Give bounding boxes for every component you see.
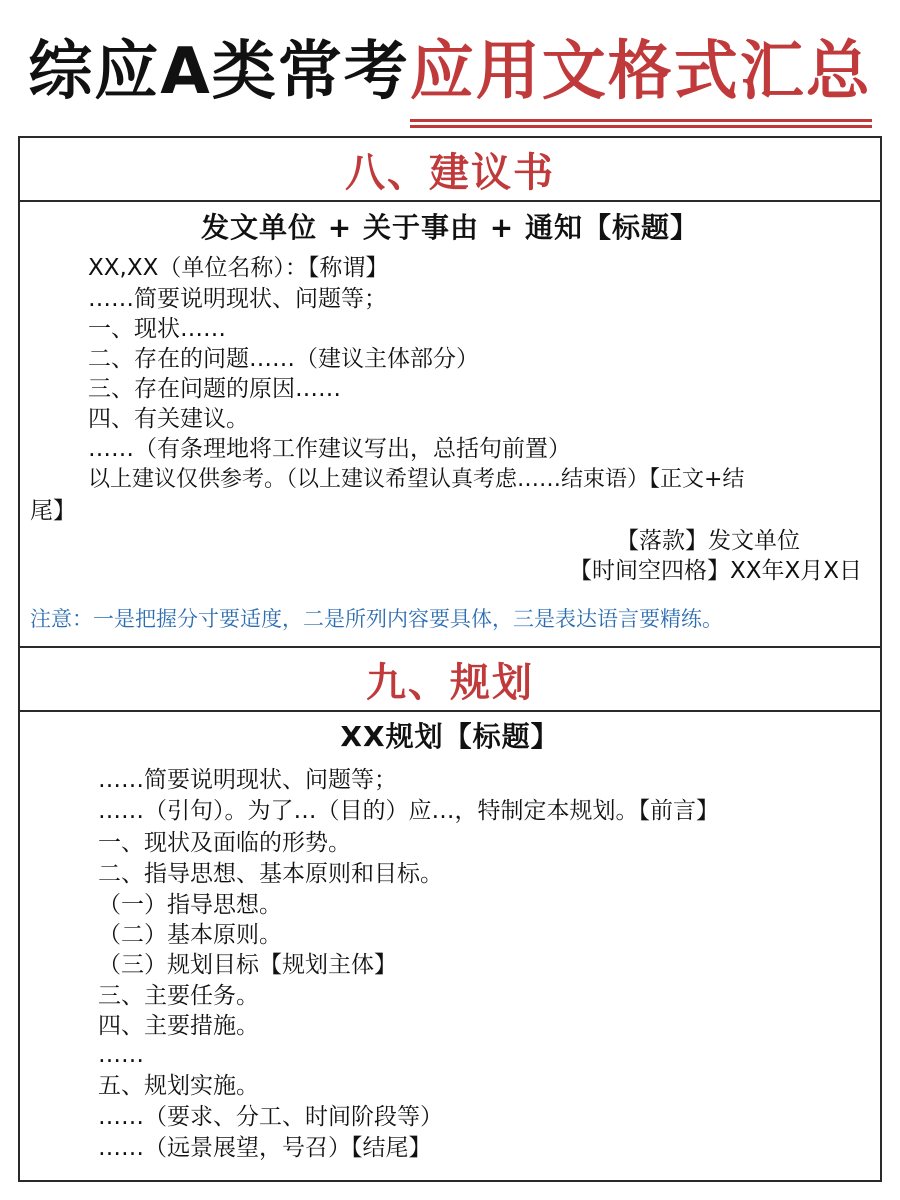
section-9-line: ……（引句）。为了…（目的）应…，特制定本规划。【前言】 [98,798,719,824]
page-title [0,22,900,122]
section-9-subtitle: XX规划【标题】 [340,720,560,753]
section-8-line: ……简要说明现状、问题等； [88,286,387,312]
section-9-line: 一、现状及面临的形势。 [98,830,351,856]
section-8-line: 以上建议仅供参考。（以上建议希望认真考虑……结束语）【正文+结 [88,467,745,492]
section-9-line: ……简要说明现状、问题等； [98,767,397,793]
section-9-line: （三）规划目标【规划主体】 [98,952,397,978]
page-title-red: 应用文格式汇总 [410,22,872,122]
section-8-line: 四、有关建议。 [88,406,249,432]
section-9-line: （一）指导思想。 [98,892,282,918]
section-8-line: 二、存在的问题……（建议主体部分） [88,346,479,372]
section-8-signature: 【落款】发文单位 [616,528,800,554]
section-8-line: ……（有条理地将工作建议写出，总括句前置） [88,436,571,462]
section-9-line: （二）基本原则。 [98,922,282,948]
page-title-black: 综应A类常考 [28,35,410,109]
section-9-header: 九、规划 [18,646,882,712]
section-9-line: ……（要求、分工、时间阶段等） [98,1104,443,1130]
section-9-line: 三、主要任务。 [98,983,259,1009]
section-9-line: 五、规划实施。 [98,1073,259,1099]
section-8-line: 一、现状…… [88,316,226,342]
section-9-line: ……（远景展望，号召）【结尾】 [98,1135,432,1161]
section-8-date: 【时间空四格】XX年X月X日 [568,558,862,584]
section-8-subtitle: 发文单位 + 关于事由 + 通知【标题】 [201,211,699,244]
section-8-line: XX,XX（单位名称）：【称谓】 [88,255,389,281]
section-8-note: 注意：一是把握分寸要适度，二是所列内容要具体，三是表达语言要精练。 [30,607,723,631]
section-9-line: 二、指导思想、基本原则和目标。 [98,861,443,887]
section-8-line: 三、存在问题的原因…… [88,376,341,402]
section-9-line: 四、主要措施。 [98,1013,259,1039]
section-8-header: 八、建议书 [18,136,882,202]
section-9-line: …… [98,1042,144,1068]
section-8-line: 尾】 [30,498,76,524]
